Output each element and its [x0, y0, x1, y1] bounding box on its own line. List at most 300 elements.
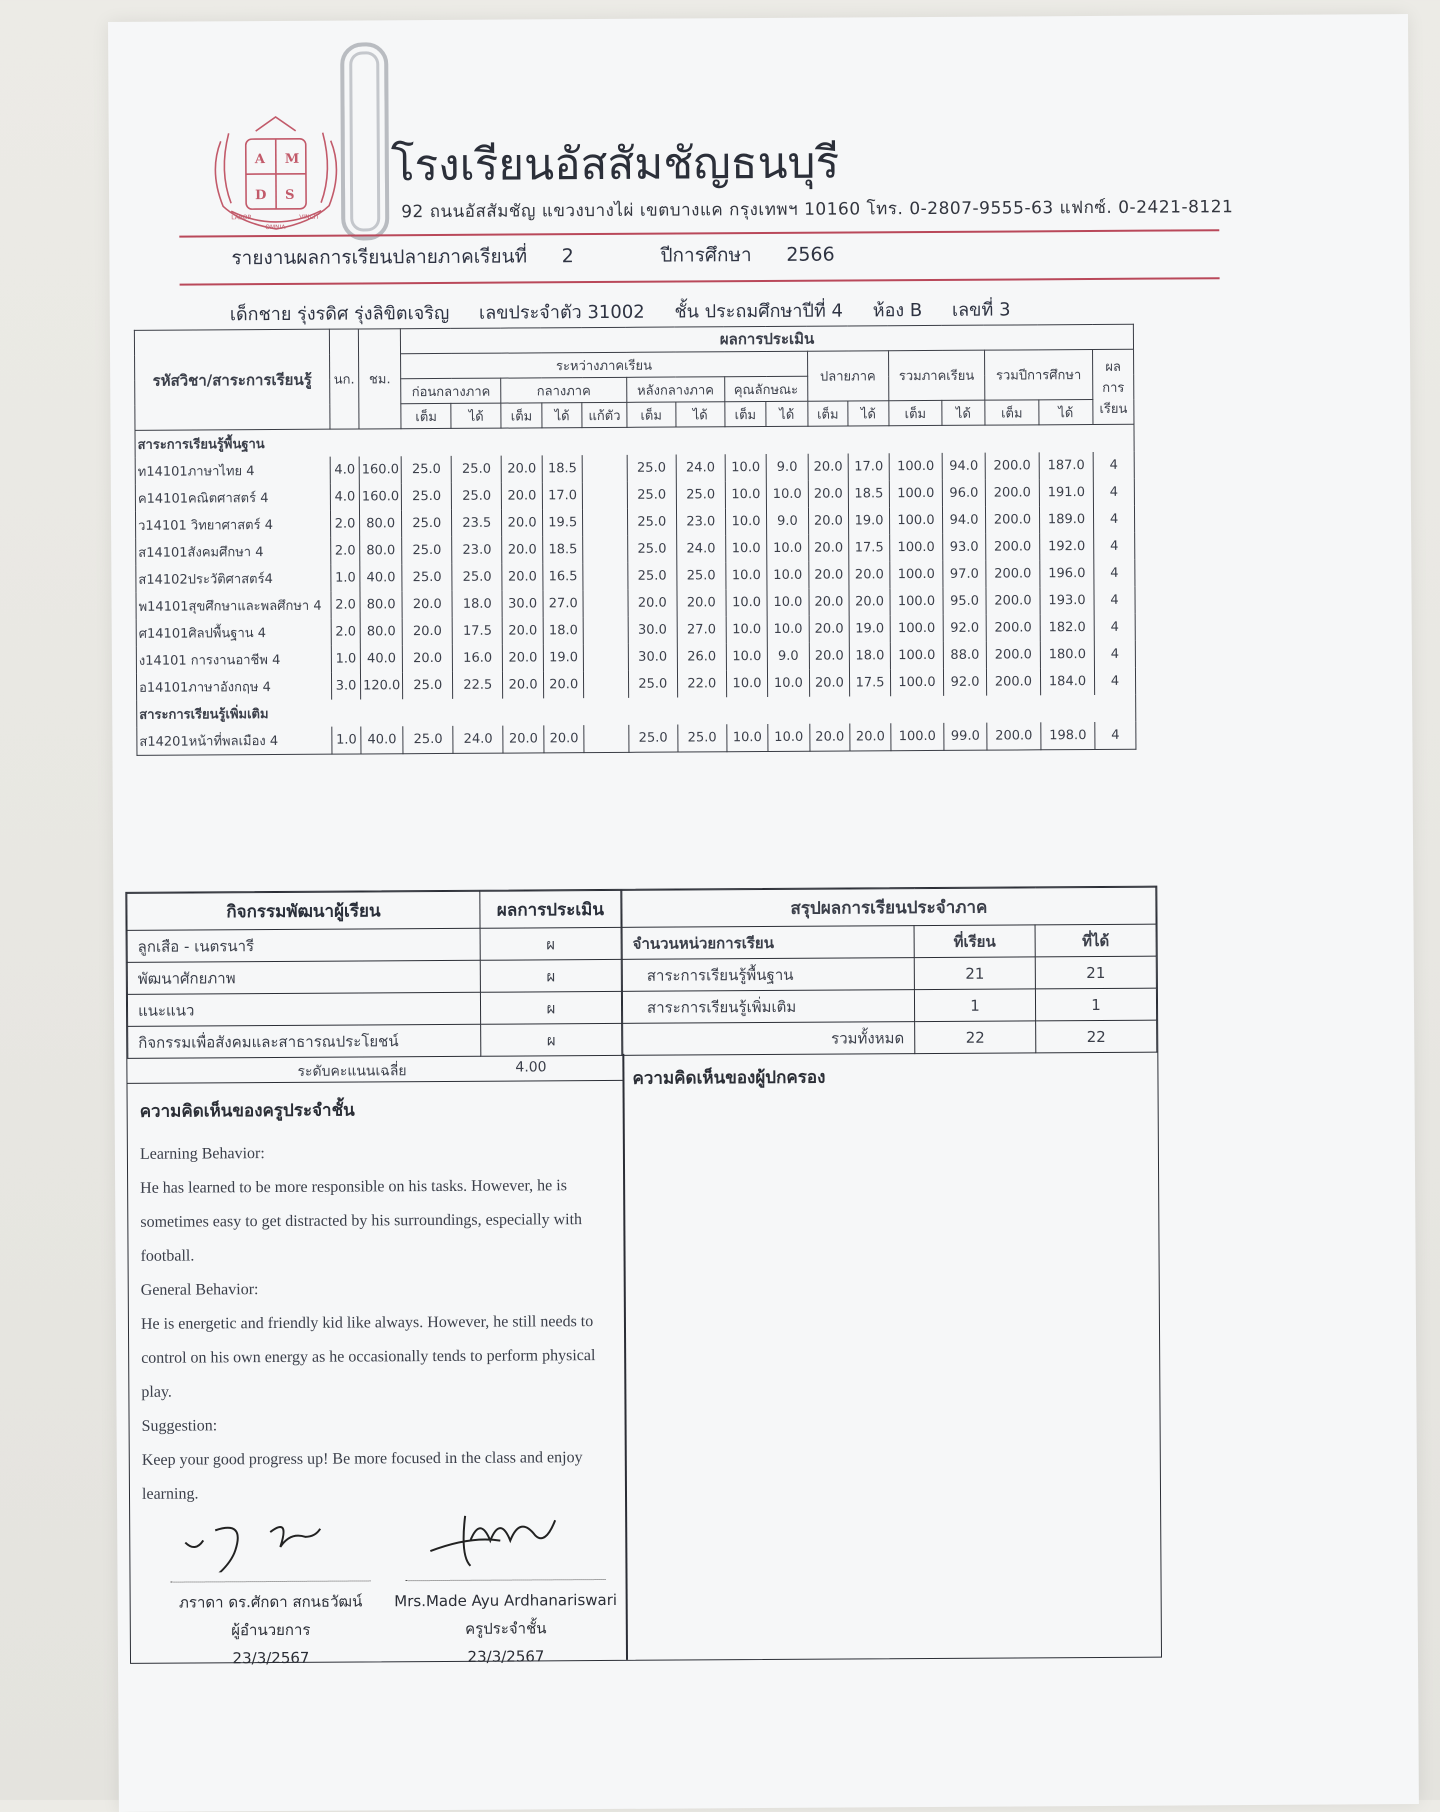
col-subject: รหัสวิชา/สาระการเรียนรู้	[134, 329, 330, 430]
cell-hours: 80.0	[359, 510, 401, 537]
col-full: เต็ม	[725, 401, 767, 426]
svg-text:A: A	[254, 152, 266, 167]
cell-bm-f: 25.0	[401, 456, 451, 483]
year-label: ปีการศึกษา	[660, 244, 751, 267]
cell-grade: 4	[1093, 506, 1134, 533]
cell-bm-g: 24.0	[453, 726, 503, 754]
cell-bm-g: 23.0	[452, 537, 502, 564]
cell-hours: 40.0	[360, 564, 402, 591]
cell-c-g: 10.0	[766, 481, 808, 508]
student-room: ห้อง B	[873, 300, 923, 321]
cell-t-g: 97.0	[943, 561, 986, 588]
cell-grade: 4	[1095, 722, 1136, 750]
cell-fix	[583, 482, 627, 509]
cell-grade: 4	[1094, 533, 1135, 560]
comment-line: General Behavior:	[141, 1271, 611, 1308]
cell-fi-g: 17.0	[848, 453, 889, 480]
cell-hours: 160.0	[359, 456, 401, 483]
svg-text:D: D	[255, 188, 266, 203]
cell-c-f: 10.0	[726, 643, 768, 670]
cell-credit: 4.0	[330, 456, 359, 483]
cell-m-g: 18.5	[543, 536, 584, 563]
activity-name: ลูกเสือ - เนตรนารี	[127, 928, 480, 962]
summary-header: สรุปผลการเรียนประจำภาค	[622, 887, 1156, 927]
cell-y-g: 189.0	[1039, 506, 1093, 533]
director-signature	[175, 1511, 365, 1572]
cell-am-g: 26.0	[677, 643, 726, 670]
cell-am-g: 25.0	[676, 481, 725, 508]
cell-y-f: 200.0	[986, 560, 1040, 587]
cell-subject: ท14101ภาษาไทย 4	[135, 457, 330, 485]
cell-fi-g: 19.0	[849, 615, 890, 642]
cell-am-f: 20.0	[628, 590, 677, 617]
cell-t-f: 100.0	[891, 723, 944, 751]
summary-row	[622, 988, 1156, 1023]
cell-m-g: 19.0	[543, 644, 584, 671]
cell-t-g: 92.0	[943, 615, 986, 642]
activity-row	[127, 991, 621, 1026]
cell-fi-f: 20.0	[809, 642, 850, 669]
cell-fi-g: 18.0	[849, 642, 890, 669]
cell-t-g: 92.0	[944, 669, 987, 696]
cell-y-f: 200.0	[985, 452, 1039, 479]
col-got: ได้	[451, 403, 501, 428]
cell-bm-f: 20.0	[402, 618, 452, 645]
cell-subject: ส14102ประวัติศาสตร์4	[136, 565, 331, 593]
cell-grade: 4	[1094, 614, 1135, 641]
cell-c-f: 10.0	[726, 670, 768, 697]
cell-fix	[583, 563, 627, 590]
cell-credit: 3.0	[331, 672, 360, 699]
group-label-basic: สาระการเรียนรู้พื้นฐาน	[135, 424, 1134, 458]
cell-subject: ว14101 วิทยาศาสตร์ 4	[135, 511, 330, 539]
cell-fix	[584, 725, 628, 753]
cell-bm-g: 22.5	[453, 672, 503, 699]
activity-name: พัฒนาศักยภาพ	[127, 960, 480, 994]
cell-credit: 2.0	[330, 510, 359, 537]
cell-m-f: 30.0	[502, 590, 543, 617]
cell-y-g: 191.0	[1039, 479, 1093, 506]
cell-y-f: 200.0	[986, 614, 1040, 641]
cell-c-f: 10.0	[727, 724, 769, 752]
col-got: ได้	[942, 400, 985, 425]
cell-m-f: 20.0	[502, 482, 543, 509]
comment-line: Learning Behavior:	[140, 1135, 610, 1172]
cell-t-f: 100.0	[890, 615, 943, 642]
col-full: เต็ม	[807, 401, 848, 426]
col-final: ปลายภาค	[807, 351, 889, 401]
cell-fix	[583, 590, 627, 617]
cell-grade: 4	[1093, 452, 1134, 479]
cell-c-g: 10.0	[767, 589, 809, 616]
teacher-signature	[410, 1510, 600, 1571]
cell-credit: 1.0	[331, 564, 360, 591]
cell-t-g: 94.0	[942, 453, 985, 480]
cell-c-f: 10.0	[725, 535, 767, 562]
col-got: ได้	[676, 402, 725, 427]
cell-hours: 80.0	[360, 591, 402, 618]
col-result: ผลการเรียน	[1093, 349, 1134, 424]
teacher-date: 23/3/2567	[386, 1642, 626, 1671]
cell-fix	[583, 455, 627, 482]
summary-label: สาระการเรียนรู้เพิ่มเติม	[622, 990, 914, 1024]
cell-fi-f: 20.0	[809, 669, 850, 696]
cell-hours: 40.0	[361, 726, 403, 754]
activity-result: ผ	[481, 1023, 622, 1056]
comment-line: He is energetic and friendly kid like always. However, he still needs to	[141, 1305, 611, 1342]
cell-am-f: 25.0	[627, 455, 676, 482]
title-divider	[180, 277, 1220, 285]
summary-table	[621, 887, 1157, 1056]
comment-line: learning.	[142, 1475, 612, 1512]
cell-y-f: 200.0	[985, 479, 1039, 506]
activities-header: กิจกรรมพัฒนาผู้เรียน	[127, 891, 480, 930]
cell-hours: 160.0	[359, 483, 401, 510]
teacher-comment-text	[140, 1135, 612, 1512]
average-row	[127, 1054, 622, 1084]
cell-bm-g: 23.5	[452, 510, 502, 537]
cell-fi-g: 20.0	[849, 561, 890, 588]
school-crest-logo	[201, 111, 352, 237]
studied-label: ที่เรียน	[914, 925, 1035, 958]
cell-m-f: 20.0	[502, 617, 543, 644]
activity-result: ผ	[480, 927, 621, 960]
cell-credit: 4.0	[330, 483, 359, 510]
activity-row	[128, 1023, 622, 1058]
col-fix: แก้ตัว	[582, 402, 626, 427]
cell-bm-f: 20.0	[402, 591, 452, 618]
svg-text:M: M	[285, 152, 299, 167]
col-full: เต็ม	[889, 400, 942, 425]
comment-line: He has learned to be more responsible on his tasks. However, he is	[140, 1169, 610, 1206]
cell-fi-f: 20.0	[808, 453, 849, 480]
student-class: ชั้น ประถมศึกษาปีที่ 4	[674, 301, 843, 323]
cell-credit: 1.0	[332, 726, 361, 754]
parent-comment-header: ความคิดเห็นของผู้ปกครอง	[632, 1064, 825, 1092]
cell-grade: 4	[1094, 587, 1135, 614]
cell-am-f: 25.0	[627, 482, 676, 509]
average-value: 4.00	[515, 1059, 546, 1075]
cell-t-f: 100.0	[889, 507, 942, 534]
cell-credit: 1.0	[331, 645, 360, 672]
cell-m-f: 20.0	[503, 671, 544, 698]
cell-am-f: 30.0	[628, 617, 677, 644]
cell-c-f: 10.0	[725, 481, 767, 508]
col-after-mid: หลังกลางภาค	[626, 377, 724, 403]
activities-table	[126, 890, 622, 1059]
cell-y-g: 198.0	[1041, 722, 1095, 750]
col-assessment: ผลการประเมิน	[401, 324, 1134, 353]
activity-row	[127, 959, 621, 994]
cell-fix	[584, 644, 628, 671]
grades-table	[134, 324, 1137, 756]
cell-y-g: 184.0	[1040, 668, 1094, 695]
activity-row	[127, 927, 621, 962]
school-address: 92 ถนนอัสสัมชัญ แขวงบางไผ่ เขตบางแค กรุงเทพฯ 10160 โทร. 0-2807-9555-63 แฟกซ์. 0-2421-8121	[401, 193, 1233, 225]
cell-am-g: 27.0	[677, 616, 726, 643]
director-role: ผู้อำนวยการ	[156, 1615, 386, 1644]
cell-t-g: 94.0	[943, 507, 986, 534]
cell-subject: อ14101ภาษาอังกฤษ 4	[136, 673, 331, 701]
student-info	[230, 294, 1035, 328]
col-during-term: ระหว่างภาคเรียน	[401, 351, 808, 378]
summary-studied: 21	[914, 957, 1035, 990]
report-title: รายงานผลการเรียนปลายภาคเรียนที่ 2 ปีการศึกษา 2566	[231, 240, 834, 274]
cell-c-f: 10.0	[725, 454, 767, 481]
student-id: เลขประจำตัว 31002	[479, 302, 645, 324]
cell-c-g: 9.0	[767, 643, 809, 670]
cell-fi-g: 18.5	[849, 480, 890, 507]
cell-bm-f: 25.0	[402, 564, 452, 591]
cell-y-g: 182.0	[1040, 614, 1094, 641]
activity-result: ผ	[480, 959, 621, 992]
activity-name: กิจกรรมเพื่อสังคมและสาธารณประโยชน์	[128, 1024, 481, 1058]
cell-t-f: 100.0	[889, 453, 942, 480]
cell-fi-f: 20.0	[808, 480, 849, 507]
cell-m-g: 18.5	[542, 455, 583, 482]
summary-row	[622, 956, 1156, 991]
report-year: 2566	[786, 244, 834, 266]
cell-c-g: 10.0	[767, 535, 809, 562]
col-mid: กลางภาค	[501, 377, 627, 403]
cell-m-g: 18.0	[543, 617, 584, 644]
cell-bm-g: 25.0	[451, 456, 501, 483]
cell-m-f: 20.0	[503, 644, 544, 671]
cell-bm-g: 25.0	[452, 483, 502, 510]
cell-fix	[583, 509, 627, 536]
cell-c-g: 10.0	[767, 616, 809, 643]
cell-c-g: 10.0	[768, 670, 810, 697]
cell-am-g: 25.0	[678, 724, 727, 752]
activity-name: แนะแนว	[127, 992, 480, 1026]
col-before-mid: ก่อนกลางภาค	[401, 378, 501, 404]
teacher-name: Mrs.Made Ayu Ardhanariswari	[386, 1586, 626, 1615]
comment-line: Suggestion:	[141, 1407, 611, 1444]
bottom-section	[125, 886, 1162, 1664]
cell-hours: 80.0	[360, 618, 402, 645]
school-name: โรงเรียนอัสสัมชัญธนบุรี	[391, 128, 840, 201]
cell-y-g: 196.0	[1040, 560, 1094, 587]
teacher-comment-header: ความคิดเห็นของครูประจำชั้น	[140, 1097, 355, 1125]
student-name: เด็กชาย รุ่งรดิศ รุ่งลิขิตเจริญ	[230, 303, 450, 325]
report-term: 2	[562, 245, 574, 267]
cell-m-f: 20.0	[503, 725, 544, 753]
summary-label: สาระการเรียนรู้พื้นฐาน	[622, 958, 914, 992]
cell-subject: ส14201หน้าที่พลเมือง 4	[137, 727, 332, 756]
cell-grade: 4	[1094, 641, 1135, 668]
average-label: ระดับคะแนนเฉลี่ย	[297, 1060, 406, 1083]
cell-fi-f: 20.0	[808, 507, 849, 534]
cell-subject: ง14101 การงานอาชีพ 4	[136, 646, 331, 674]
cell-t-g: 99.0	[944, 723, 987, 751]
cell-t-f: 100.0	[889, 480, 942, 507]
cell-m-g: 19.5	[542, 509, 583, 536]
cell-bm-f: 25.0	[402, 483, 452, 510]
cell-fi-f: 20.0	[809, 615, 850, 642]
director-date: 23/3/2567	[156, 1643, 386, 1672]
col-got: ได้	[1039, 399, 1093, 424]
cell-m-g: 20.0	[543, 671, 584, 698]
cell-t-g: 95.0	[943, 588, 986, 615]
cell-y-f: 200.0	[987, 722, 1041, 750]
cell-t-f: 100.0	[890, 642, 943, 669]
report-card-paper	[108, 14, 1419, 1812]
cell-am-g: 24.0	[676, 454, 725, 481]
cell-fix	[583, 536, 627, 563]
cell-grade: 4	[1094, 668, 1135, 695]
cell-c-g: 10.0	[768, 724, 810, 752]
cell-credit: 2.0	[331, 618, 360, 645]
cell-hours: 40.0	[360, 645, 402, 672]
cell-credit: 2.0	[331, 537, 360, 564]
comment-line: control on his own energy as he occasionally tends to perform physical	[141, 1339, 611, 1376]
paper-clip	[340, 42, 389, 240]
total-label: รวมทั้งหมด	[623, 1022, 915, 1056]
col-character: คุณลักษณะ	[724, 376, 807, 402]
cell-am-g: 23.0	[676, 508, 725, 535]
cell-fi-f: 20.0	[809, 588, 850, 615]
cell-am-f: 30.0	[628, 644, 677, 671]
cell-grade: 4	[1093, 479, 1134, 506]
svg-text:S: S	[285, 188, 294, 203]
cell-m-g: 16.5	[543, 563, 584, 590]
cell-y-f: 200.0	[986, 668, 1040, 695]
cell-y-f: 200.0	[986, 587, 1040, 614]
cell-subject: ส14101สังคมศึกษา 4	[136, 538, 331, 566]
col-got: ได้	[542, 403, 583, 428]
cell-bm-g: 16.0	[453, 645, 503, 672]
cell-m-f: 20.0	[502, 563, 543, 590]
cell-m-f: 20.0	[502, 509, 543, 536]
col-got: ได้	[848, 401, 889, 426]
cell-fi-g: 19.0	[849, 507, 890, 534]
cell-y-g: 180.0	[1040, 641, 1094, 668]
cell-t-g: 96.0	[942, 480, 985, 507]
cell-hours: 120.0	[360, 672, 402, 699]
svg-text:LABOR: LABOR	[231, 214, 252, 221]
cell-bm-f: 20.0	[403, 645, 453, 672]
cell-fi-g: 20.0	[849, 588, 890, 615]
cell-c-f: 10.0	[726, 589, 768, 616]
summary-studied: 1	[914, 989, 1035, 1022]
cell-bm-g: 17.5	[452, 618, 502, 645]
cell-am-g: 24.0	[676, 535, 725, 562]
cell-y-g: 187.0	[1039, 452, 1093, 479]
cell-c-f: 10.0	[725, 508, 767, 535]
col-full: เต็ม	[401, 403, 451, 428]
cell-am-f: 25.0	[627, 509, 676, 536]
comment-line: Keep your good progress up! Be more focused in the class and enjoy	[142, 1441, 612, 1478]
grade-row	[137, 722, 1136, 756]
summary-earned: 1	[1035, 988, 1156, 1021]
director-signature-block	[155, 1511, 386, 1672]
cell-fi-g: 20.0	[850, 723, 891, 751]
total-studied: 22	[915, 1021, 1036, 1054]
cell-y-f: 200.0	[986, 641, 1040, 668]
units-label: จำนวนหน่วยการเรียน	[622, 926, 914, 960]
col-full: เต็ม	[985, 400, 1039, 425]
cell-fix	[584, 617, 628, 644]
cell-fi-g: 17.5	[850, 669, 891, 696]
cell-m-f: 20.0	[502, 536, 543, 563]
cell-bm-f: 25.0	[403, 672, 453, 699]
cell-c-g: 10.0	[767, 562, 809, 589]
cell-m-f: 20.0	[501, 455, 542, 482]
cell-credit: 2.0	[331, 591, 360, 618]
comment-line: football.	[140, 1237, 610, 1274]
student-number: เลขที่ 3	[952, 299, 1011, 320]
cell-bm-f: 25.0	[402, 537, 452, 564]
cell-bm-g: 18.0	[452, 591, 502, 618]
cell-t-g: 88.0	[943, 642, 986, 669]
director-name: ภราดา ดร.ศักดา สกนธวัฒน์	[156, 1587, 386, 1616]
cell-am-f: 25.0	[627, 536, 676, 563]
col-full: เต็ม	[501, 403, 542, 428]
cell-c-g: 9.0	[767, 508, 809, 535]
cell-c-f: 10.0	[726, 562, 768, 589]
cell-t-f: 100.0	[890, 669, 943, 696]
cell-am-g: 20.0	[677, 589, 726, 616]
cell-m-g: 20.0	[544, 725, 585, 753]
cell-grade: 4	[1094, 560, 1135, 587]
cell-y-g: 193.0	[1040, 587, 1094, 614]
cell-am-f: 25.0	[629, 725, 678, 753]
cell-c-f: 10.0	[726, 616, 768, 643]
cell-subject: ศ14101ศิลปพื้นฐาน 4	[136, 619, 331, 647]
cell-am-g: 25.0	[677, 562, 726, 589]
cell-fi-f: 20.0	[808, 534, 849, 561]
cell-subject: ค14101คณิตศาสตร์ 4	[135, 484, 330, 512]
cell-y-g: 192.0	[1040, 533, 1094, 560]
cell-c-g: 9.0	[766, 454, 808, 481]
col-hours: ชม.	[358, 329, 401, 429]
summary-earned: 21	[1035, 956, 1156, 989]
activity-result: ผ	[480, 991, 621, 1024]
earned-label: ที่ได้	[1035, 924, 1156, 957]
cell-y-f: 200.0	[986, 533, 1040, 560]
cell-fix	[584, 671, 628, 698]
cell-am-g: 22.0	[677, 670, 726, 697]
col-credit: นก.	[329, 329, 359, 429]
teacher-signature-block	[385, 1510, 626, 1671]
col-got: ได้	[766, 401, 808, 426]
cell-bm-g: 25.0	[452, 564, 502, 591]
cell-subject: พ14101สุขศึกษาและพลศึกษา 4	[136, 592, 331, 620]
cell-bm-f: 25.0	[403, 726, 453, 754]
cell-t-f: 100.0	[890, 561, 943, 588]
cell-t-f: 100.0	[889, 534, 942, 561]
cell-bm-f: 25.0	[402, 510, 452, 537]
cell-fi-f: 20.0	[809, 723, 850, 751]
cell-y-f: 200.0	[985, 506, 1039, 533]
group-label-additional: สาระการเรียนรู้เพิ่มเติม	[137, 695, 1136, 728]
col-year-total: รวมปีการศึกษา	[984, 349, 1092, 400]
total-earned: 22	[1036, 1020, 1157, 1053]
cell-am-f: 25.0	[628, 671, 677, 698]
cell-m-g: 17.0	[542, 482, 583, 509]
comment-line: sometimes easy to get distracted by his surroundings, especially with	[140, 1203, 610, 1240]
cell-m-g: 27.0	[543, 590, 584, 617]
comment-line: play.	[141, 1373, 611, 1410]
cell-t-f: 100.0	[890, 588, 943, 615]
cell-fi-f: 20.0	[808, 561, 849, 588]
col-term-total: รวมภาคเรียน	[888, 350, 984, 401]
col-full: เต็ม	[627, 402, 676, 427]
cell-hours: 80.0	[360, 537, 402, 564]
cell-t-g: 93.0	[943, 534, 986, 561]
cell-fi-g: 17.5	[849, 534, 890, 561]
activities-result-header: ผลการประเมิน	[480, 890, 621, 928]
